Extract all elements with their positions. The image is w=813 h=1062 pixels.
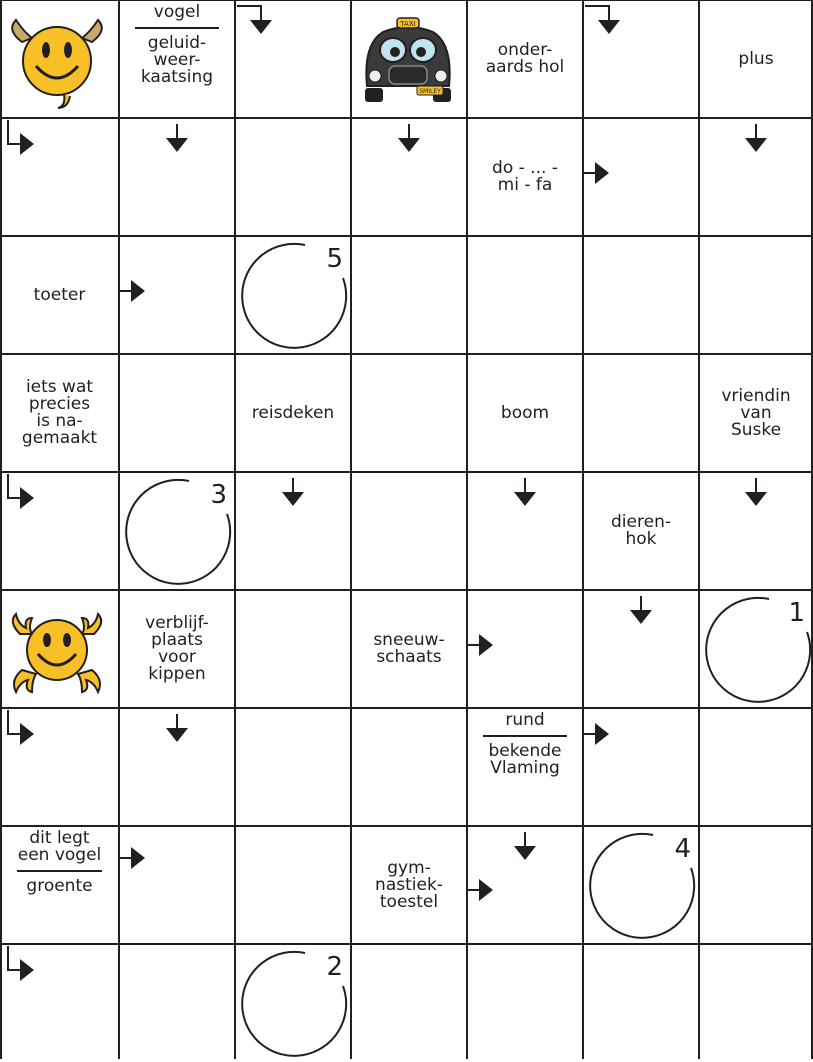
clue-text: van — [740, 403, 772, 423]
clue-text: dieren- — [611, 512, 671, 532]
clue-text: groente — [26, 876, 93, 896]
clue-text: bekende — [488, 741, 562, 761]
clue-text: verblijf- — [145, 613, 209, 633]
clue-text: plaats — [151, 630, 203, 650]
clue-text: kippen — [148, 664, 206, 684]
clue-text: Suske — [730, 420, 782, 440]
clue-text: nastiek- — [375, 875, 443, 895]
clue-text: vogel — [153, 2, 201, 22]
clue-text: toeter — [33, 285, 86, 305]
clue-text: weer- — [153, 50, 201, 70]
svg-text:SMILEY: SMILEY — [419, 88, 441, 95]
clue-text: een vogel — [17, 845, 102, 865]
clue-text: plus — [738, 49, 774, 69]
clue-text: vriendin — [721, 386, 791, 406]
clue-text: geluid- — [147, 33, 207, 53]
clue-text: reisdeken — [251, 403, 335, 423]
clue-text: iets wat — [25, 377, 94, 397]
clue-text: gemaakt — [21, 428, 98, 448]
solution-number: 2 — [326, 952, 343, 982]
clue-text: dit legt — [29, 828, 90, 848]
clue-text: boom — [500, 403, 550, 423]
clue-text: toestel — [379, 892, 439, 912]
solution-number: 3 — [210, 480, 227, 510]
clue-text: voor — [158, 647, 196, 667]
solution-number: 5 — [326, 244, 343, 274]
clue-text: kaatsing — [140, 67, 214, 87]
clue-text: do - ... - — [492, 158, 558, 178]
clue-text: precies — [28, 394, 91, 414]
clue-text: schaats — [376, 647, 442, 667]
solution-number: 1 — [788, 598, 805, 628]
clue-text: is na- — [36, 411, 83, 431]
clue-text: onder- — [497, 40, 553, 60]
clue-text: aards hol — [485, 57, 565, 77]
clue-text: rund — [505, 710, 545, 730]
clue-text: gym- — [387, 858, 431, 878]
solution-number: 4 — [674, 834, 691, 864]
clue-text: mi - fa — [497, 175, 553, 195]
clue-text: Vlaming — [490, 758, 560, 778]
clue-text: hok — [625, 529, 657, 549]
clue-text: sneeuw- — [373, 630, 445, 650]
svg-text:TAXI: TAXI — [400, 20, 416, 28]
